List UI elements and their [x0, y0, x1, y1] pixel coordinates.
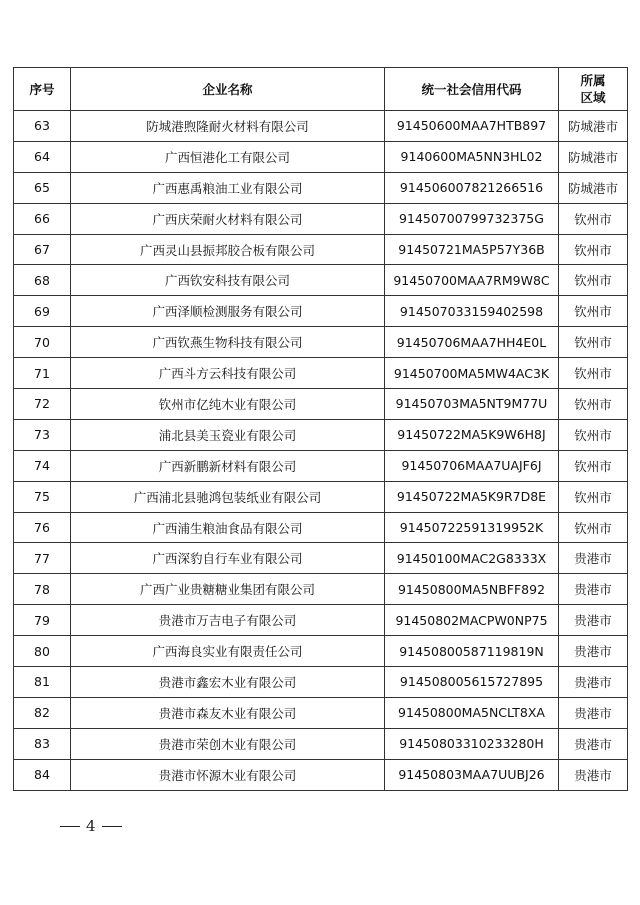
- table-header: [14, 68, 628, 111]
- table-row: [14, 419, 628, 450]
- cell-credit-code: 91450800587119819N: [385, 636, 559, 667]
- cell-company-name: 广西浦生粮油食品有限公司: [71, 512, 385, 543]
- cell-credit-code: 91450722MA5K9R7D8E: [385, 481, 559, 512]
- header-company-name: 企业名称: [71, 68, 385, 111]
- cell-seq: 73: [14, 419, 71, 450]
- cell-company-name: 广西庆荣耐火材料有限公司: [71, 203, 385, 234]
- cell-seq: 70: [14, 327, 71, 358]
- cell-credit-code: 91450700MAA7RM9W8C: [385, 265, 559, 296]
- cell-region: 贵港市: [559, 697, 628, 728]
- table-row: [14, 481, 628, 512]
- cell-seq: 68: [14, 265, 71, 296]
- cell-seq: 69: [14, 296, 71, 327]
- cell-company-name: 广西浦北县驰鸿包装纸业有限公司: [71, 481, 385, 512]
- cell-company-name: 广西新鹏新材料有限公司: [71, 450, 385, 481]
- table-row: [14, 574, 628, 605]
- table-row: [14, 636, 628, 667]
- table-row: [14, 141, 628, 172]
- cell-region: 贵港市: [559, 574, 628, 605]
- cell-seq: 67: [14, 234, 71, 265]
- cell-company-name: 贵港市荣创木业有限公司: [71, 728, 385, 759]
- cell-region: 钦州市: [559, 265, 628, 296]
- cell-region: 钦州市: [559, 203, 628, 234]
- cell-company-name: 广西钦燕生物科技有限公司: [71, 327, 385, 358]
- header-region: [559, 68, 628, 111]
- cell-region: 钦州市: [559, 234, 628, 265]
- page-footer: [60, 816, 122, 835]
- cell-company-name: 贵港市怀源木业有限公司: [71, 759, 385, 790]
- cell-company-name: 广西海良实业有限责任公司: [71, 636, 385, 667]
- cell-seq: 83: [14, 728, 71, 759]
- cell-seq: 79: [14, 605, 71, 636]
- table-row: [14, 234, 628, 265]
- cell-credit-code: 91450706MAA7UAJF6J: [385, 450, 559, 481]
- cell-region: 防城港市: [559, 141, 628, 172]
- cell-seq: 77: [14, 543, 71, 574]
- cell-company-name: 广西斗方云科技有限公司: [71, 358, 385, 389]
- cell-region: 贵港市: [559, 543, 628, 574]
- header-seq: 序号: [14, 68, 71, 111]
- cell-company-name: 广西深豹自行车业有限公司: [71, 543, 385, 574]
- table-row: [14, 111, 628, 142]
- table-row: [14, 512, 628, 543]
- cell-company-name: 广西钦安科技有限公司: [71, 265, 385, 296]
- cell-credit-code: 91450703MA5NT9M77U: [385, 389, 559, 420]
- cell-region: 钦州市: [559, 512, 628, 543]
- cell-credit-code: 91450800MA5NBFF892: [385, 574, 559, 605]
- cell-region: 钦州市: [559, 389, 628, 420]
- cell-seq: 64: [14, 141, 71, 172]
- cell-region: 钦州市: [559, 419, 628, 450]
- table-body: [14, 111, 628, 791]
- cell-credit-code: 914506007821266516: [385, 172, 559, 203]
- page-number: 4: [86, 817, 96, 835]
- table-row: [14, 358, 628, 389]
- cell-company-name: 浦北县美玉瓷业有限公司: [71, 419, 385, 450]
- cell-seq: 66: [14, 203, 71, 234]
- header-region-line2: 区域: [580, 90, 606, 105]
- cell-region: 钦州市: [559, 327, 628, 358]
- cell-company-name: 广西恒港化工有限公司: [71, 141, 385, 172]
- cell-region: 贵港市: [559, 636, 628, 667]
- cell-credit-code: 91450803MAA7UUBJ26: [385, 759, 559, 790]
- cell-seq: 74: [14, 450, 71, 481]
- table-row: [14, 667, 628, 698]
- cell-credit-code: 91450700799732375G: [385, 203, 559, 234]
- table-row: [14, 296, 628, 327]
- cell-credit-code: 91450802MACPW0NP75: [385, 605, 559, 636]
- header-credit-code: 统一社会信用代码: [385, 68, 559, 111]
- cell-credit-code: 914507033159402598: [385, 296, 559, 327]
- table-row: [14, 172, 628, 203]
- cell-region: 贵港市: [559, 667, 628, 698]
- cell-credit-code: 9140600MA5NN3HL02: [385, 141, 559, 172]
- cell-region: 钦州市: [559, 481, 628, 512]
- cell-credit-code: 91450100MAC2G8333X: [385, 543, 559, 574]
- cell-company-name: 广西惠禹粮油工业有限公司: [71, 172, 385, 203]
- table-row: [14, 265, 628, 296]
- cell-credit-code: 91450721MA5P57Y36B: [385, 234, 559, 265]
- cell-seq: 82: [14, 697, 71, 728]
- cell-credit-code: 91450600MAA7HTB897: [385, 111, 559, 142]
- cell-region: 贵港市: [559, 759, 628, 790]
- cell-credit-code: 91450800MA5NCLT8XA: [385, 697, 559, 728]
- table-row: [14, 697, 628, 728]
- cell-seq: 71: [14, 358, 71, 389]
- cell-seq: 72: [14, 389, 71, 420]
- cell-company-name: 广西泽顺检测服务有限公司: [71, 296, 385, 327]
- cell-credit-code: 91450722591319952K: [385, 512, 559, 543]
- cell-region: 钦州市: [559, 296, 628, 327]
- cell-region: 防城港市: [559, 111, 628, 142]
- cell-region: 贵港市: [559, 728, 628, 759]
- cell-seq: 75: [14, 481, 71, 512]
- table-row: [14, 450, 628, 481]
- cell-seq: 80: [14, 636, 71, 667]
- cell-company-name: 钦州市亿纯木业有限公司: [71, 389, 385, 420]
- cell-company-name: 广西灵山县振邦胶合板有限公司: [71, 234, 385, 265]
- cell-company-name: 贵港市万吉电子有限公司: [71, 605, 385, 636]
- cell-region: 贵港市: [559, 605, 628, 636]
- table-row: [14, 203, 628, 234]
- cell-credit-code: 91450706MAA7HH4E0L: [385, 327, 559, 358]
- footer-dash-left: [60, 826, 80, 827]
- table-row: [14, 759, 628, 790]
- table-row: [14, 327, 628, 358]
- cell-region: 防城港市: [559, 172, 628, 203]
- cell-seq: 65: [14, 172, 71, 203]
- cell-credit-code: 91450803310233280H: [385, 728, 559, 759]
- cell-company-name: 广西广业贵糖糖业集团有限公司: [71, 574, 385, 605]
- cell-credit-code: 914508005615727895: [385, 667, 559, 698]
- cell-company-name: 贵港市森友木业有限公司: [71, 697, 385, 728]
- footer-dash-right: [102, 826, 122, 827]
- table-row: [14, 605, 628, 636]
- cell-credit-code: 91450700MA5MW4AC3K: [385, 358, 559, 389]
- cell-seq: 76: [14, 512, 71, 543]
- cell-company-name: 防城港煦隆耐火材料有限公司: [71, 111, 385, 142]
- cell-seq: 84: [14, 759, 71, 790]
- table-row: [14, 728, 628, 759]
- company-table: [13, 67, 628, 791]
- cell-credit-code: 91450722MA5K9W6H8J: [385, 419, 559, 450]
- cell-seq: 78: [14, 574, 71, 605]
- header-row: [14, 68, 628, 111]
- cell-seq: 81: [14, 667, 71, 698]
- table-row: [14, 389, 628, 420]
- header-region-line1: 所属: [580, 73, 606, 88]
- cell-seq: 63: [14, 111, 71, 142]
- cell-company-name: 贵港市鑫宏木业有限公司: [71, 667, 385, 698]
- cell-region: 钦州市: [559, 358, 628, 389]
- table-row: [14, 543, 628, 574]
- cell-region: 钦州市: [559, 450, 628, 481]
